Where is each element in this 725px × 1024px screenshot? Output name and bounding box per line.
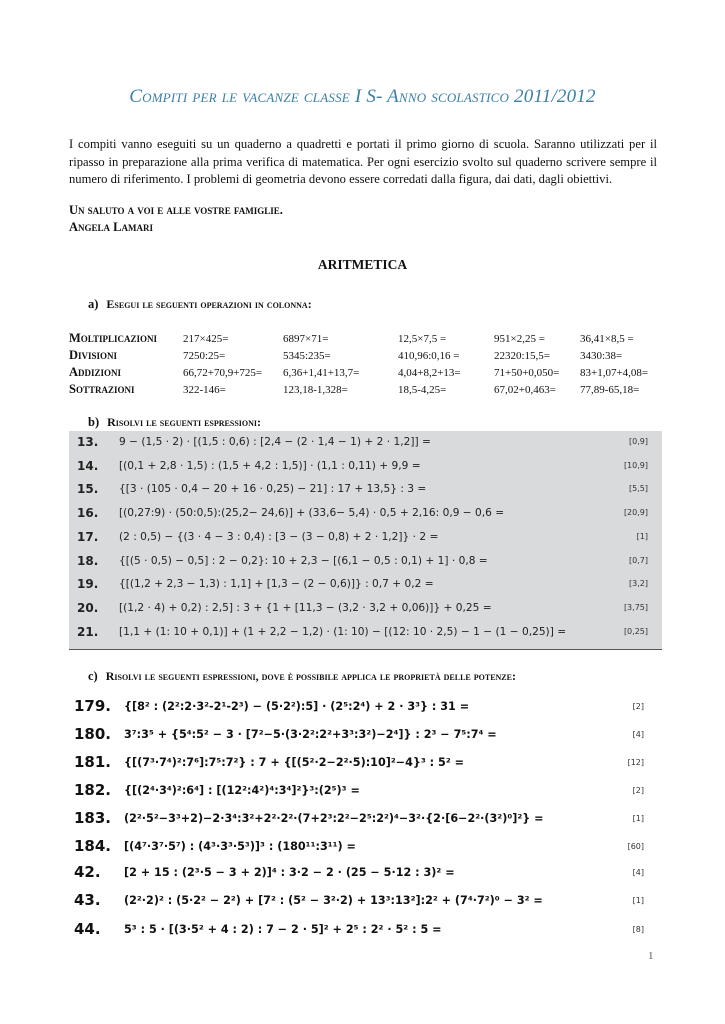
operation-item: 6,36+1,41+13,7= bbox=[283, 366, 360, 379]
expression-text: 3⁷:3⁵ + {5⁴:5² − 3 · [7²−5·(3·2²:2²+3³:3²)−2⁴]} : 2³ − 7⁵:7⁴ = bbox=[124, 728, 497, 741]
expression-number: 14. bbox=[77, 458, 99, 473]
expression-number: 180. bbox=[74, 725, 112, 743]
greeting-block bbox=[69, 202, 283, 235]
expression-result: [0,7] bbox=[629, 555, 648, 565]
operation-item: 22320:15,5= bbox=[494, 349, 551, 362]
section-b-label: b) bbox=[88, 415, 100, 429]
expression-row bbox=[69, 455, 662, 478]
section-a-title: Esegui le seguenti operazioni in colonna: bbox=[106, 297, 312, 311]
expression-number: 44. bbox=[74, 920, 101, 938]
page-number: 1 bbox=[648, 950, 654, 962]
expression-row bbox=[69, 621, 662, 644]
operations-row bbox=[69, 347, 648, 364]
expression-row bbox=[69, 502, 662, 525]
expression-text: [(0,1 + 2,8 · 1,5) : (1,5 + 4,2 : 1,5)] · (1,1 : 0,11) + 9,9 = bbox=[119, 459, 421, 472]
expression-number: 16. bbox=[77, 506, 99, 521]
operation-item: 6897×71= bbox=[283, 332, 329, 345]
signature: Angela Lamari bbox=[69, 219, 153, 234]
operation-item: 18,5-4,25= bbox=[398, 383, 447, 396]
operation-label: Addizioni bbox=[69, 365, 122, 379]
power-expression-row bbox=[74, 807, 644, 834]
expression-result: [4] bbox=[632, 730, 644, 739]
expression-row bbox=[69, 573, 662, 596]
expression-number: 43. bbox=[74, 891, 101, 909]
expression-row bbox=[69, 526, 662, 549]
power-expression-row bbox=[74, 861, 644, 888]
section-c-heading bbox=[88, 669, 516, 684]
operations-row bbox=[69, 364, 648, 381]
expression-result: [0,25] bbox=[623, 626, 648, 636]
expression-result: [8] bbox=[632, 925, 644, 934]
operation-item: 123,18-1,328= bbox=[283, 383, 348, 396]
section-c-label: c) bbox=[88, 669, 98, 683]
expression-text: {[(5 · 0,5) − 0,5] : 2 − 0,2}: 10 + 2,3 − [(6,1 − 0,5 : 0,1) + 1] · 0,8 = bbox=[119, 554, 488, 567]
expression-number: 15. bbox=[77, 482, 99, 497]
power-expression-row bbox=[74, 695, 644, 722]
expression-text: [(4⁷·3⁷·5⁷) : (4³·3³·5³)]³ : (180¹¹:3¹¹) = bbox=[124, 840, 356, 853]
section-b-heading bbox=[88, 415, 261, 430]
expression-row bbox=[69, 597, 662, 620]
operation-item: 12,5×7,5 = bbox=[398, 332, 447, 345]
expression-result: [1] bbox=[632, 814, 644, 823]
section-b-title: Risolvi le seguenti espressioni: bbox=[107, 415, 261, 429]
expression-row bbox=[69, 550, 662, 573]
expression-result: [10,9] bbox=[623, 460, 648, 470]
section-a-label: a) bbox=[88, 297, 99, 311]
expression-text: {[(2⁴·3⁴)²:6⁴] : [(12²:4²)⁴:3⁴]²}³:(2⁵)³ = bbox=[124, 784, 360, 797]
expression-result: [3,75] bbox=[623, 602, 648, 612]
expression-number: 179. bbox=[74, 697, 112, 715]
operation-item: 5345:235= bbox=[283, 349, 331, 362]
operation-label: Divisioni bbox=[69, 348, 118, 362]
expression-text: (2²·5²−3³+2)−2·3⁴:3²+2²·2²·(7+2³:2²−2⁵:2²)⁴−3²·{2·[6−2²·(3²)⁰]²} = bbox=[124, 812, 544, 825]
expression-number: 18. bbox=[77, 553, 99, 568]
expression-text: [(0,27:9) · (50:0,5):(25,2− 24,6)] + (33,6− 5,4) · 0,5 + 2,16: 0,9 − 0,6 = bbox=[119, 507, 505, 520]
operation-item: 3430:38= bbox=[580, 349, 623, 362]
expression-text: {[(7³·7⁴)²:7⁶]:7⁵:7²} : 7 + {[(5²·2−2²·5):10]²−4}³ : 5² = bbox=[124, 756, 464, 769]
section-a-heading bbox=[88, 297, 312, 312]
expression-result: [4] bbox=[632, 868, 644, 877]
operations-row bbox=[69, 330, 648, 347]
expression-result: [2] bbox=[632, 786, 644, 795]
expression-number: 42. bbox=[74, 863, 101, 881]
expression-row bbox=[69, 431, 662, 454]
operation-label: Moltiplicazioni bbox=[69, 331, 157, 345]
expression-number: 17. bbox=[77, 529, 99, 544]
power-expression-row bbox=[74, 889, 644, 916]
power-expression-row bbox=[74, 918, 644, 945]
expression-result: [12] bbox=[627, 758, 644, 767]
expression-text: {[(1,2 + 2,3 − 1,3) : 1,1] + [1,3 − (2 − 0,6)]} : 0,7 + 0,2 = bbox=[119, 578, 434, 591]
expression-result: [2] bbox=[632, 702, 644, 711]
power-expression-row bbox=[74, 751, 644, 778]
expressions-b-box bbox=[69, 431, 662, 650]
expression-number: 182. bbox=[74, 781, 112, 799]
power-expression-row bbox=[74, 723, 644, 750]
expression-number: 181. bbox=[74, 753, 112, 771]
section-c-title: Risolvi le seguenti espressioni, dove è possibile applica le proprietà delle potenze: bbox=[105, 669, 516, 683]
operation-label: Sottrazioni bbox=[69, 382, 135, 396]
expression-text: {[8² : (2²:2·3²-2¹-2³) − (5·2²):5] · (2⁵:2⁴) + 2 · 3³} : 31 = bbox=[124, 700, 470, 713]
expression-number: 19. bbox=[77, 577, 99, 592]
expression-text: {[3 · (105 · 0,4 − 20 + 16 · 0,25) − 21] : 17 + 13,5} : 3 = bbox=[119, 483, 427, 496]
expression-result: [20,9] bbox=[623, 508, 648, 518]
expression-row bbox=[69, 478, 662, 501]
operation-item: 217×425= bbox=[183, 332, 229, 345]
operation-item: 36,41×8,5 = bbox=[580, 332, 634, 345]
section-heading: ARITMETICA bbox=[317, 257, 408, 272]
operation-item: 67,02+0,463= bbox=[494, 383, 556, 396]
expression-number: 13. bbox=[77, 435, 99, 449]
expression-text: (2 : 0,5) − {(3 · 4 − 3 : 0,4) : [3 − (3 − 0,8) + 2 · 1,2]} · 2 = bbox=[119, 530, 439, 543]
operation-item: 66,72+70,9+725= bbox=[183, 366, 263, 379]
expression-result: [1] bbox=[632, 896, 644, 905]
power-expression-row bbox=[74, 779, 644, 806]
expression-result: [1] bbox=[636, 531, 648, 541]
operation-item: 7250:25= bbox=[183, 349, 226, 362]
expression-text: [2 + 15 : (2³·5 − 3 + 2)]⁴ : 3·2 − 2 · (25 − 5·12 : 3)² = bbox=[124, 866, 455, 879]
operation-item: 77,89-65,18= bbox=[580, 383, 640, 396]
operation-item: 322-146= bbox=[183, 383, 226, 396]
operation-item: 71+50+0,050= bbox=[494, 366, 560, 379]
expression-result: [60] bbox=[627, 842, 644, 851]
operation-item: 83+1,07+4,08= bbox=[580, 366, 649, 379]
expression-result: [0,9] bbox=[629, 437, 648, 446]
expression-result: [3,2] bbox=[629, 579, 648, 589]
expression-number: 20. bbox=[77, 600, 99, 615]
intro-paragraph: I compiti vanno eseguiti su un quaderno a quadretti e portati il primo giorno di scuola. Saranno utilizzati per il ripasso in preparazione alla prima verifica di matematica. Per ogni esercizio svolto sul quaderno scrivere sempre il numero di riferimento. I problemi di geometria devono essere corredati dalla figura, dai dati, dagli obiettivi. bbox=[69, 137, 657, 187]
operations-row bbox=[69, 381, 648, 398]
expression-number: 184. bbox=[74, 837, 112, 855]
expression-text: [(1,2 · 4) + 0,2) : 2,5] : 3 + {1 + [11,3 − (3,2 · 3,2 + 0,06)]} + 0,25 = bbox=[119, 601, 492, 614]
expression-text: 9 − (1,5 · 2) · [(1,5 : 0,6) : [2,4 − (2 · 1,4 − 1) + 2 · 1,2]] = bbox=[119, 436, 431, 448]
expression-number: 21. bbox=[77, 624, 99, 639]
expression-text: [1,1 + (1: 10 + 0,1)] + (1 + 2,2 − 1,2) · (1: 10) − [(12: 10 · 2,5) − 1 − (1 − 0,25)] = bbox=[119, 625, 567, 638]
expression-number: 183. bbox=[74, 809, 112, 827]
greeting: Un saluto a voi e alle vostre famiglie. bbox=[69, 203, 283, 217]
operation-item: 951×2,25 = bbox=[494, 332, 545, 345]
operation-item: 410,96:0,16 = bbox=[398, 349, 460, 362]
expression-result: [5,5] bbox=[629, 484, 648, 494]
expression-text: 5³ : 5 · [(3·5² + 4 : 2) : 7 − 2 · 5]² + 2⁵ : 2² · 5² : 5 = bbox=[124, 923, 442, 936]
operations-table bbox=[69, 330, 648, 398]
operation-item: 4,04+8,2+13= bbox=[398, 366, 461, 379]
power-expression-row bbox=[74, 835, 644, 862]
expression-text: (2²·2)² : (5·2² − 2²) + [7² : (5² − 3²·2) + 13³:13²]:2² + (7⁴·7²)⁰ − 3² = bbox=[124, 894, 543, 907]
page-title: Compiti per le vacanze classe I S- Anno scolastico 2011/2012 bbox=[129, 86, 596, 107]
